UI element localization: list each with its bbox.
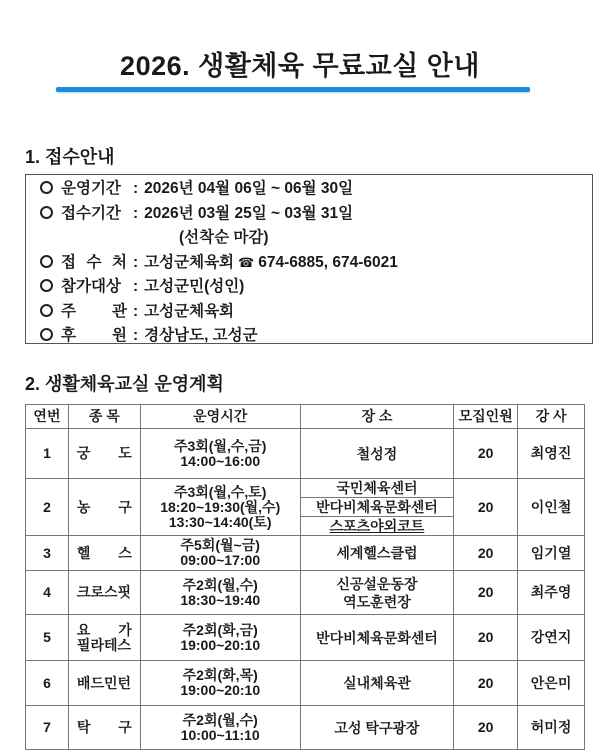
cell-place bbox=[300, 479, 454, 536]
cell-capacity bbox=[454, 536, 518, 571]
info-value: 고성군체육회 bbox=[144, 253, 235, 271]
cell-capacity bbox=[454, 706, 518, 750]
circle-bullet-icon bbox=[40, 181, 53, 194]
capacity: 20 bbox=[477, 445, 494, 461]
table-row bbox=[26, 661, 585, 706]
table-row bbox=[26, 479, 585, 536]
cell-no bbox=[26, 429, 69, 479]
sport-name: 필라테스 bbox=[76, 636, 132, 653]
table-row bbox=[26, 571, 585, 615]
info-label: 운영기간 bbox=[61, 180, 121, 197]
sport-name: 농 구 bbox=[76, 498, 132, 515]
cell-sport bbox=[68, 479, 140, 536]
place-name: 철성정 bbox=[356, 445, 398, 462]
column-header: 강 사 bbox=[518, 405, 585, 429]
instructor-name: 허미정 bbox=[530, 719, 572, 735]
cell-sport bbox=[68, 615, 140, 661]
row-number: 3 bbox=[43, 544, 51, 561]
instructor-name: 최주영 bbox=[530, 584, 572, 600]
cell-capacity bbox=[454, 571, 518, 615]
sport-name: 요 가 bbox=[76, 621, 132, 638]
place-name: 국민체육센터 bbox=[301, 479, 454, 498]
sport-name: 궁 도 bbox=[76, 445, 132, 461]
sport-name: 헬 스 bbox=[76, 544, 132, 561]
cell-instructor bbox=[518, 479, 585, 536]
row-number: 4 bbox=[43, 584, 51, 600]
cell-no bbox=[26, 479, 69, 536]
column-header: 모집인원 bbox=[454, 405, 518, 429]
table-header-row bbox=[26, 405, 585, 429]
schedule-line: 주2회(월,수) bbox=[182, 576, 258, 593]
instructor-name: 최영진 bbox=[530, 445, 572, 461]
row-number: 5 bbox=[43, 629, 51, 645]
cell-place bbox=[300, 706, 454, 750]
cell-instructor bbox=[518, 615, 585, 661]
schedule-line: 19:00~20:10 bbox=[180, 682, 261, 698]
info-organizer: 주 관 : 고성군체육회 bbox=[40, 300, 592, 325]
schedule-line: 주5회(월~금) bbox=[180, 537, 260, 553]
cell-instructor bbox=[518, 706, 585, 750]
column-header: 장 소 bbox=[300, 405, 454, 429]
info-label: 후 원 bbox=[61, 327, 127, 344]
table-row bbox=[26, 706, 585, 750]
instructor-name: 이인철 bbox=[530, 498, 572, 515]
circle-bullet-icon bbox=[40, 206, 53, 219]
info-value: 고성군체육회 bbox=[144, 302, 235, 320]
schedule-line: 14:00~16:00 bbox=[180, 452, 261, 469]
circle-bullet-icon bbox=[40, 255, 53, 268]
sport-name: 크로스핏 bbox=[76, 584, 132, 600]
cell-no bbox=[26, 536, 69, 571]
cell-time bbox=[140, 661, 300, 706]
table-row bbox=[26, 615, 585, 661]
capacity: 20 bbox=[477, 544, 494, 561]
table-row bbox=[26, 536, 585, 571]
schedule-line: 주3회(월,수,토) bbox=[173, 483, 267, 500]
info-label: 접 수 처 bbox=[61, 253, 127, 271]
place-name: 고성 탁구광장 bbox=[334, 719, 420, 736]
info-label: 접수기간 bbox=[61, 204, 121, 222]
schedule-line: 주2회(화,금) bbox=[182, 621, 258, 638]
cell-instructor bbox=[518, 429, 585, 479]
cell-no bbox=[26, 571, 69, 615]
schedule-line: 13:30~14:40(토) bbox=[168, 513, 272, 530]
phone-number: 674-6885, 674-6021 bbox=[258, 253, 398, 271]
cell-capacity bbox=[454, 661, 518, 706]
row-number: 7 bbox=[43, 719, 51, 735]
instructor-name: 안은미 bbox=[530, 674, 572, 691]
schedule-line: 09:00~17:00 bbox=[180, 552, 261, 568]
schedule-line: 18:20~19:30(월,수) bbox=[160, 498, 281, 515]
place-name: 신공설운동장 bbox=[336, 575, 418, 592]
cell-time bbox=[140, 571, 300, 615]
cell-time bbox=[140, 536, 300, 571]
row-number: 6 bbox=[43, 674, 51, 691]
info-value: 경상남도, 고성군 bbox=[144, 327, 258, 344]
info-label: 참가대상 bbox=[61, 278, 121, 295]
cell-capacity bbox=[454, 479, 518, 536]
class-schedule-table bbox=[25, 404, 585, 750]
capacity: 20 bbox=[477, 719, 494, 735]
info-note: (선착순 마감) bbox=[179, 229, 269, 246]
cell-time bbox=[140, 615, 300, 661]
cell-instructor bbox=[518, 536, 585, 571]
column-header: 종 목 bbox=[68, 405, 140, 429]
title-underline bbox=[56, 87, 530, 92]
sport-name: 탁 구 bbox=[76, 719, 132, 735]
info-value: 고성군민(성인) bbox=[144, 278, 245, 295]
capacity: 20 bbox=[477, 584, 494, 600]
cell-sport bbox=[68, 706, 140, 750]
column-header: 운영시간 bbox=[140, 405, 300, 429]
circle-bullet-icon bbox=[40, 328, 53, 341]
instructor-name: 강연지 bbox=[530, 629, 572, 645]
capacity: 20 bbox=[477, 498, 494, 515]
cell-sport bbox=[68, 429, 140, 479]
schedule-line: 주2회(월,수) bbox=[182, 711, 258, 728]
info-registration-place: 접 수 처 : 고성군체육회 ☎ 674-6885, 674-6021 bbox=[40, 251, 592, 276]
info-sponsor: 후 원 : 경상남도, 고성군 bbox=[40, 324, 592, 349]
capacity: 20 bbox=[477, 629, 494, 645]
info-label: 주 관 bbox=[61, 302, 127, 320]
section-2-heading: 2. 생활체육교실 운영계획 bbox=[25, 374, 224, 394]
cell-capacity bbox=[454, 429, 518, 479]
cell-time bbox=[140, 429, 300, 479]
cell-place bbox=[300, 536, 454, 571]
capacity: 20 bbox=[477, 674, 494, 691]
column-header: 연번 bbox=[26, 405, 69, 429]
info-operation-period: 운영기간 : 2026년 04월 06일 ~ 06월 30일 bbox=[40, 177, 592, 202]
info-value: 2026년 04월 06일 ~ 06월 30일 bbox=[144, 180, 354, 197]
schedule-line: 18:30~19:40 bbox=[180, 591, 261, 608]
cell-no bbox=[26, 661, 69, 706]
place-name: 역도훈련장 bbox=[343, 593, 411, 610]
place-name: 스포츠야외코트 bbox=[329, 518, 425, 534]
cell-sport bbox=[68, 661, 140, 706]
cell-capacity bbox=[454, 615, 518, 661]
place-name: 실내체육관 bbox=[343, 675, 411, 691]
cell-sport bbox=[68, 536, 140, 571]
circle-bullet-icon bbox=[40, 304, 53, 317]
circle-bullet-icon bbox=[40, 279, 53, 292]
cell-place bbox=[300, 571, 454, 615]
schedule-line: 19:00~20:10 bbox=[180, 636, 261, 653]
row-number: 1 bbox=[43, 445, 51, 461]
cell-place bbox=[300, 615, 454, 661]
instructor-name: 임기열 bbox=[530, 544, 572, 561]
schedule-line: 주2회(화,목) bbox=[182, 667, 258, 683]
phone-icon: ☎ bbox=[238, 254, 255, 270]
section-1-heading: 1. 접수안내 bbox=[25, 147, 115, 167]
cell-instructor bbox=[518, 571, 585, 615]
cell-place bbox=[300, 429, 454, 479]
cell-place bbox=[300, 661, 454, 706]
place-name: 세계헬스클럽 bbox=[336, 545, 418, 561]
cell-no bbox=[26, 706, 69, 750]
cell-time bbox=[140, 706, 300, 750]
place-name: 반다비체육문화센터 bbox=[301, 498, 454, 517]
schedule-line: 주3회(월,수,금) bbox=[173, 437, 267, 454]
registration-info-box bbox=[25, 174, 593, 344]
cell-time bbox=[140, 479, 300, 536]
schedule-line: 10:00~11:10 bbox=[180, 726, 260, 743]
cell-instructor bbox=[518, 661, 585, 706]
row-number: 2 bbox=[43, 498, 51, 515]
page-title: 2026. 생활체육 무료교실 안내 bbox=[120, 51, 480, 81]
info-registration-period: 접수기간 : 2026년 03월 25일 ~ 03월 31일 bbox=[40, 202, 592, 227]
info-target: 참가대상 : 고성군민(성인) bbox=[40, 275, 592, 300]
info-value: 2026년 03월 25일 ~ 03월 31일 bbox=[144, 204, 354, 222]
place-name: 반다비체육문화센터 bbox=[316, 629, 438, 646]
table-row bbox=[26, 429, 585, 479]
cell-sport bbox=[68, 571, 140, 615]
sport-name: 배드민턴 bbox=[76, 674, 132, 691]
cell-no bbox=[26, 615, 69, 661]
